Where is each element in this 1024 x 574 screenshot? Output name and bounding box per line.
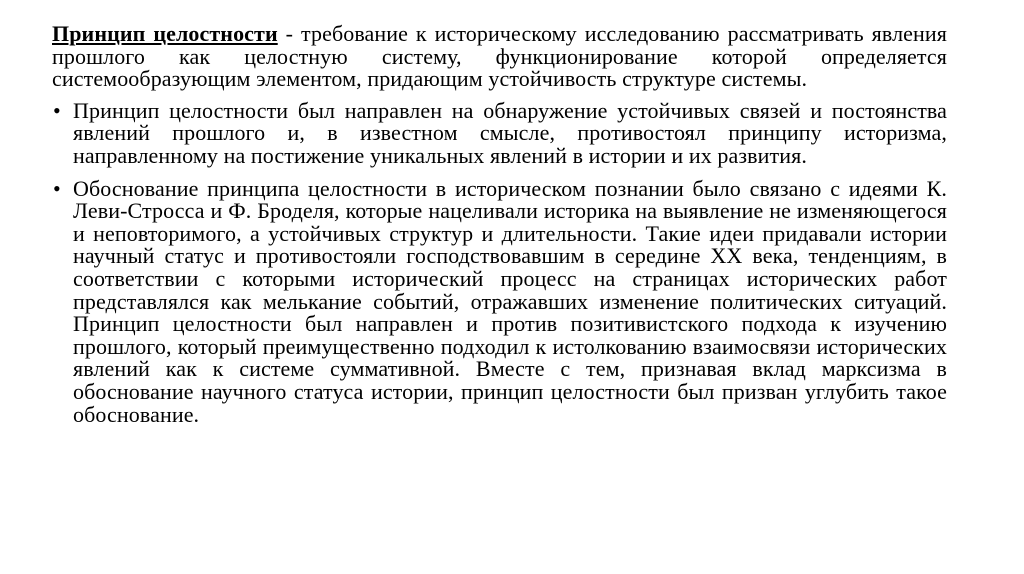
slide-content	[52, 23, 947, 436]
definition-term: Принцип целостности	[52, 21, 278, 46]
definition-paragraph	[52, 23, 947, 91]
bullet-text: Принцип целостности был направлен на обнаружение устойчивых связей и постоянства явлений прошлого и, в известном смысле, противостоял принципу историзма, направленному на постижение уникальных явлений в истории и их развития.	[73, 97, 947, 168]
bullet-item	[52, 97, 947, 168]
bullet-text: Обоснование принципа целостности в историческом познании было связано с идеями К. Леви-Стросса и Ф. Броделя, которые нацеливали историка на выявление не изменяющегося и неповторимого, а устойчивых структур и длительности. Такие идеи придавали истории научный статус и противостояли господствовавшим в середине XX века, тенденциям, в соответствии с которыми исторический процесс на страницах исторических работ представлялся как мелькание событий, отражавших изменение политических ситуаций. Принцип целостности был направлен и против позитивистского подхода к изучению прошлого, который преимущественно подходил к истолкованию взаимосвязи исторических явлений как к системе суммативной. Вместе с тем, признавая вклад марксизма в обоснование научного статуса истории, принцип целостности был призван углубить такое обоснование.	[73, 175, 947, 427]
bullet-marker: •	[53, 97, 61, 123]
bullet-list	[52, 97, 947, 427]
bullet-item	[52, 175, 947, 427]
bullet-marker: •	[53, 175, 61, 201]
definition-text: - требование к историческому исследованию рассматривать явления прошлого как целостную систему, функционирование которой определяется системообразующим элементом, придающим устойчивость структуре системы.	[52, 21, 948, 92]
